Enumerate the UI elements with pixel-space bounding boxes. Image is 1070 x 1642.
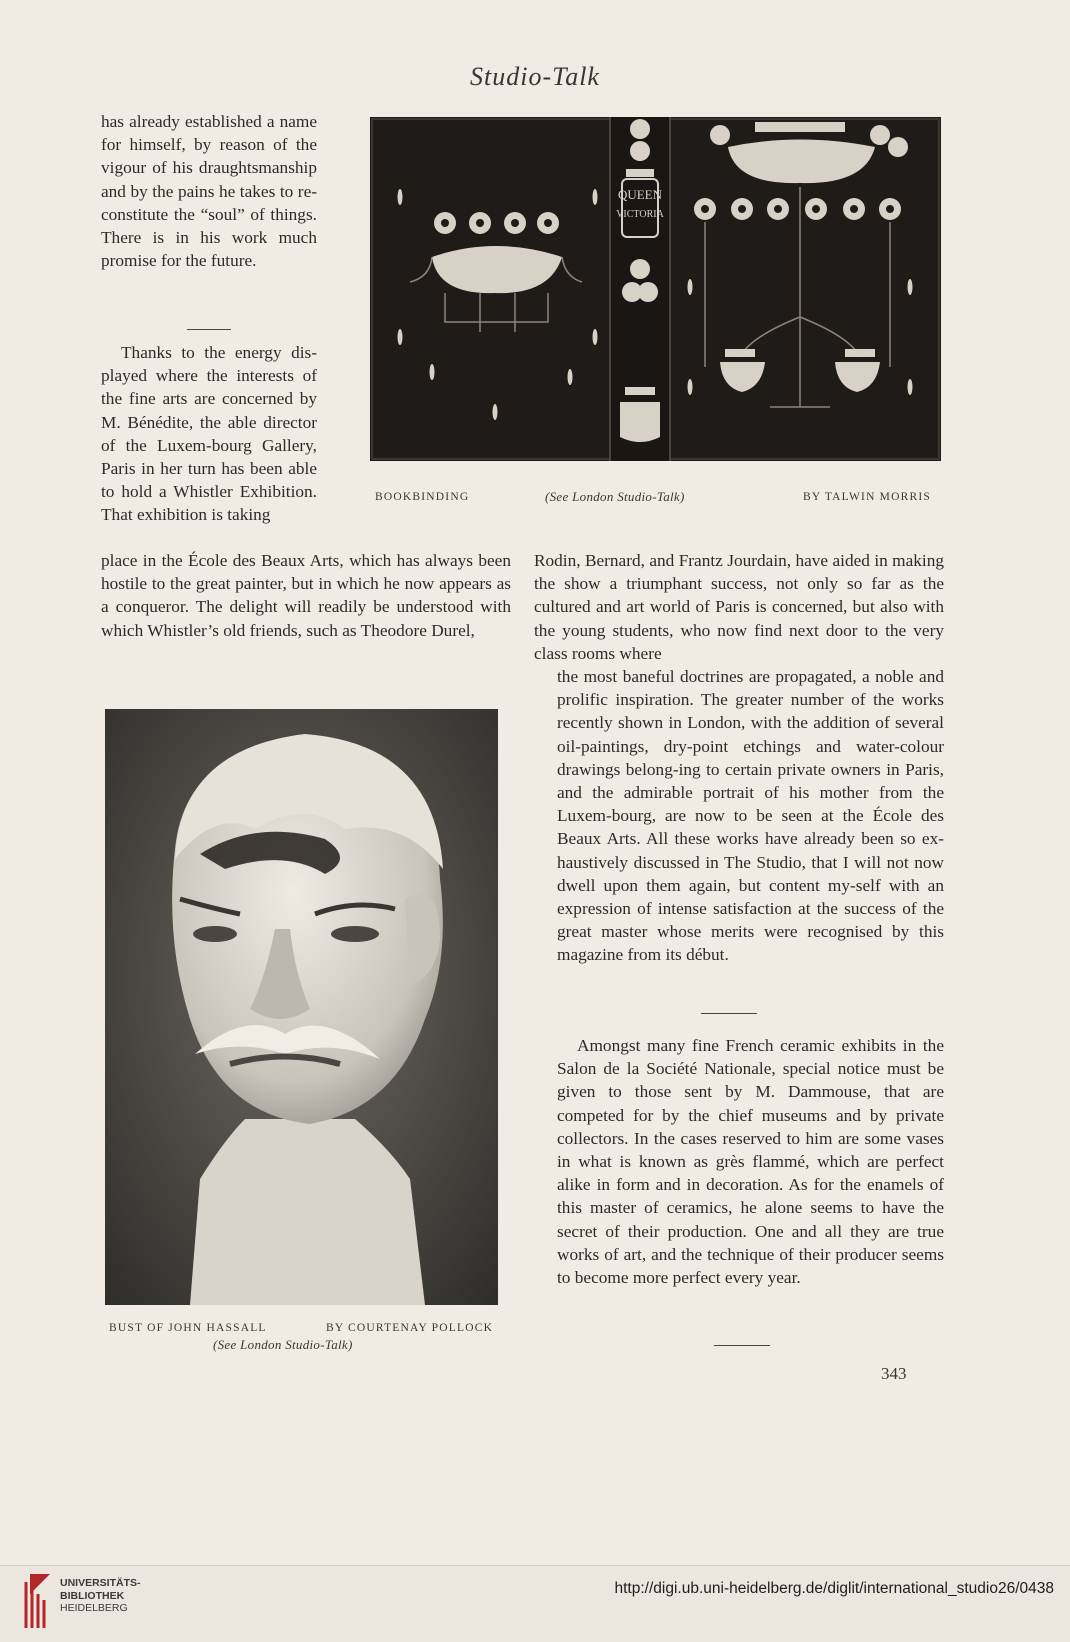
paragraph-ecole: place in the École des Beaux Arts, which has always been hostile to the great painter, but in which he now appears as a conqueror. The delight will readily be understood with which Whistler’s old friends, such as Theodore Durel, [101,551,511,640]
library-logo-icon[interactable] [22,1572,54,1630]
bookbinding-caption-center-text: (See London Studio-Talk) [545,489,685,504]
paragraph-whistler: Thanks to the energy dis-played where the interests of the fine arts are concerned by M. Bénédite, the able director of the Luxem-bourg Gallery, Paris in her turn has been able to hold a Whistler Exhibition. That exhibition is taking [101,343,317,525]
right-column-top [534,549,944,665]
running-title: Studio-Talk [470,62,600,91]
spine-title-2: VICTORIA [616,209,664,220]
library-line-1: UNIVERSITÄTS- [60,1577,141,1589]
bookbinding-image [370,117,941,461]
paragraph-debut: the most baneful doctrines are propagated, a noble and prolific inspiration. The greater number of the works recently shown in London, with the addition of several oil-paintings, dry-point etchings and water-colour drawings belong-ing to certain private owners in Paris, and the admirable portrait of his mother from the Luxem-bourg, are now to be seen at the École des Beaux Arts. All these works have already been so ex-haustively discussed in The Studio, that I will not now dwell upon them again, but content my-self with an expression of intense satisfaction at the success of the great master whose merits were recognised by this magazine from its début. [557,667,944,965]
bust-photograph [105,709,498,1305]
library-line-3: HEIDELBERG [60,1602,128,1614]
section-divider-2 [701,1013,757,1014]
spine-title-1: QUEEN [617,187,663,202]
bust-caption-right: BY COURTENAY POLLOCK [326,1322,494,1334]
bookbinding-illustration [370,117,941,461]
right-column-cont [557,665,944,967]
page-number: 343 [881,1364,907,1383]
bookbinding-caption-center [545,489,685,505]
bust-caption-left: BUST OF JOHN HASSALL [109,1322,267,1334]
footer-bar [0,1565,1070,1642]
source-url-link[interactable]: http://digi.ub.uni-heidelberg.de/diglit/international_studio26/0438 [614,1580,1054,1597]
section-divider-3 [714,1345,770,1346]
bust-caption-sub [213,1337,353,1353]
bust-illustration [105,709,498,1305]
bookbinding-caption-right: BY TALWIN MORRIS [803,491,931,503]
bookbinding-caption-left: BOOKBINDING [375,491,470,503]
left-column-upper-2 [101,341,317,527]
bust-caption-sub-text: (See London Studio-Talk) [213,1337,353,1352]
right-column-second [557,1034,944,1289]
section-divider [187,329,231,330]
paragraph-rodin: Rodin, Bernard, and Frantz Jourdain, have aided in making the show a triumphant success, not only so far as the cultured and art world of Paris is concerned, but also with the young students, who now find next door to the very class rooms where [534,551,944,663]
library-name [60,1577,141,1615]
left-column-mid [101,549,511,642]
left-column-upper [101,110,317,272]
paragraph-ceramics: Amongst many fine French ceramic exhibits in the Salon de la Société Nationale, special notice must be given to those sent by M. Dammouse, that are competed for by the chief museums and by private collectors. In the cases reserved to him are some vases in what is known as grès flammé, which are perfect alike in form and in decoration. As for the enamels of this master of ceramics, he alone seems to have the secret of their production. One and all they are true works of art, and the technique of their producer seems to become more perfect every year. [557,1036,944,1288]
paragraph-intro: has already established a name for himself, by reason of the vigour of his draughtsmanship and by the pains he takes to re-constitute the “soul” of things. There is in his work much promise for the future. [101,112,317,271]
library-line-2: BIBLIOTHEK [60,1589,125,1602]
